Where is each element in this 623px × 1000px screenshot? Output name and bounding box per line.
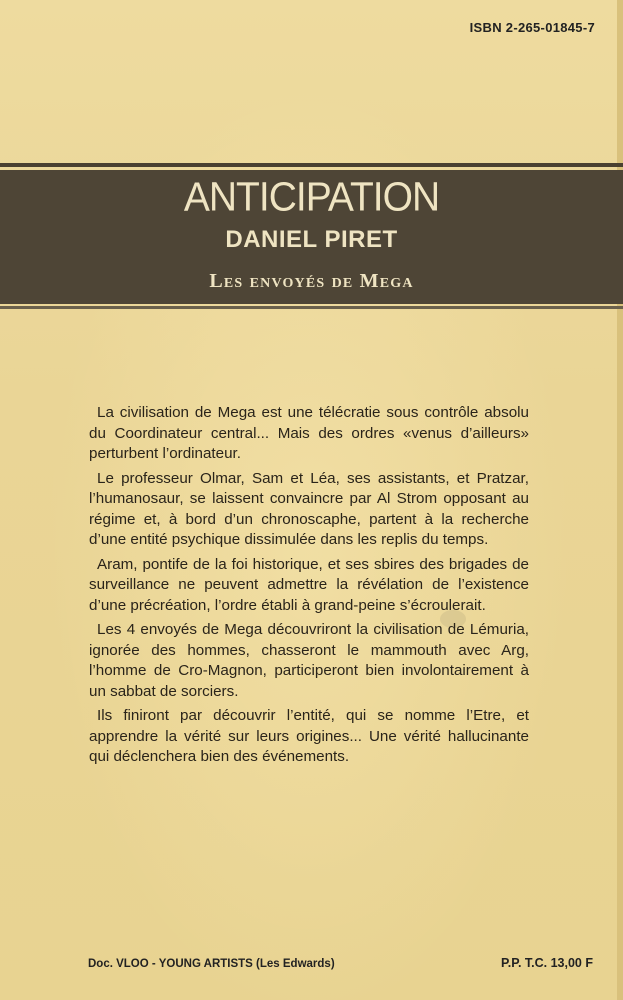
- price-label: P.P. T.C. 13,00 F: [501, 956, 593, 970]
- blurb-paragraph: Les 4 envoyés de Mega découvriront la civilisation de Lémuria, ignorée des hommes, chasseront le mammouth avec Arg, l’homme de Cro-Magnon, participeront bien involontairement à un sabbat de sorciers.: [89, 621, 529, 700]
- blurb-paragraph: Ils finiront par découvrir l’entité, qui se nomme l’Etre, et apprendre la vérité sur leurs origines... Une vérité hallucinante qui déclenchera bien des événements.: [89, 707, 529, 765]
- cover-art-credit: Doc. VLOO - YOUNG ARTISTS (Les Edwards): [88, 958, 335, 970]
- blurb-text: [89, 403, 529, 772]
- blurb-paragraph: Le professeur Olmar, Sam et Léa, ses assistants, et Pratzar, l’humanosaur, se laissent convaincre par Al Strom opposant au régime et, à bord d’un chronoscaphe, partent à la recherche d’une entité psychique dissimulée dans les replis du temps.: [89, 469, 529, 548]
- band-bottom-rule: [0, 306, 623, 309]
- isbn-label: ISBN 2-265-01845-7: [469, 20, 595, 35]
- book-title: Les envoyés de Mega: [209, 270, 414, 292]
- series-name: ANTICIPATION: [183, 174, 440, 221]
- band-top-rule: [0, 163, 623, 167]
- blurb-paragraph: La civilisation de Mega est une télécratie sous contrôle absolu du Coordinateur central... Mais des ordres «venus d’ailleurs» perturbent l’ordinateur.: [89, 404, 529, 462]
- blurb-paragraph: Aram, pontife de la foi historique, et ses sbires des brigades de surveillance ne peuvent admettre la révélation de l’existence d’une précréation, l’ordre établi à grand-peine s’écroulerait.: [89, 555, 529, 614]
- author-name: DANIEL PIRET: [225, 226, 398, 253]
